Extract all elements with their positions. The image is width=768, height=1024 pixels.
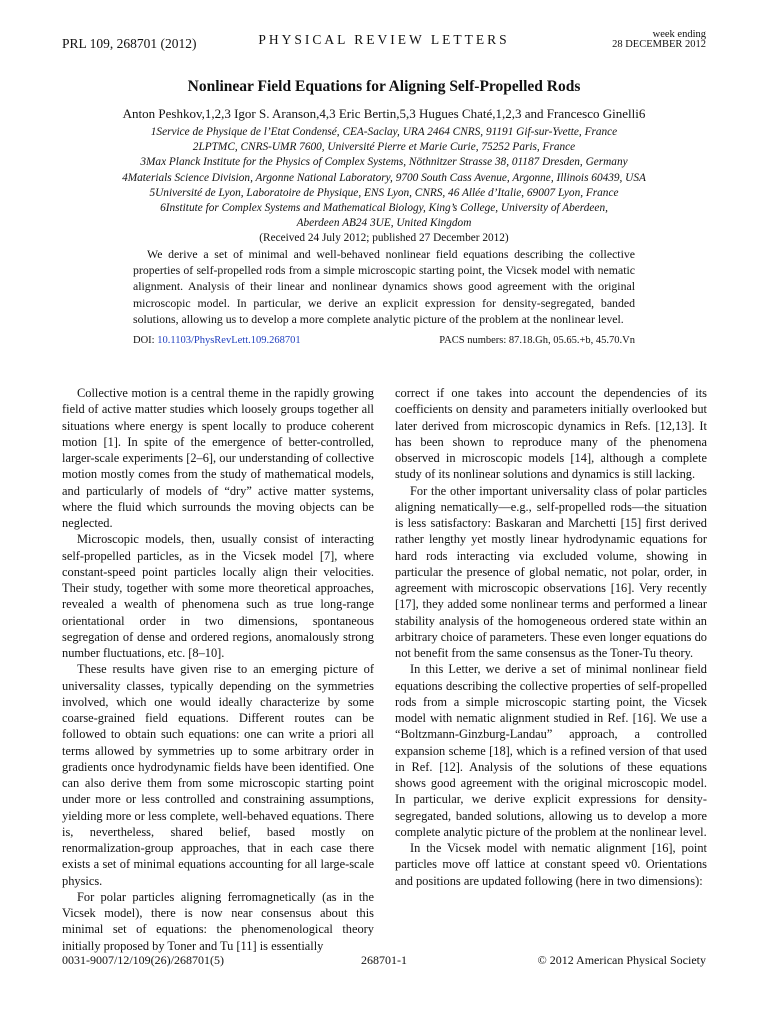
paragraph: Collective motion is a central theme in the rapidly growing field of active matter studies which loosely groups together all situations where energy is spent locally to produce coherent motion [1]. In spite of the emergence of better-controlled, larger-scale experiments [2–6], our understanding of collective motion mostly comes from the study of mathematical models, and particularly of models of “dry” active matter systems, where the fluid which surrounds the moving objects can be neglected. [62,386,374,530]
week-ending [612,30,706,50]
left-column [62,385,374,954]
pacs-numbers: PACS numbers: 87.18.Gh, 05.65.+b, 45.70.Vn [439,335,635,346]
affiliation-5: 5Université de Lyon, Laboratoire de Physique, ENS Lyon, CNRS, 46 Allée d’Italie, 69007 Lyon, France [149,186,619,199]
copyright: © 2012 American Physical Society [537,953,706,967]
journal-ref: PRL 109, 268701 (2012) [62,36,197,51]
paragraph: For the other important universality class of polar particles aligning nematically—e.g., self-propelled rods—the situation is less satisfactory: Baskaran and Marchetti [15] first derived rather lengthy yet mostly linear hydrodynamic equations for hard rods interacting via excluded volume, showing in particular the presence of global nematic, not polar, order, in agreement with microscopic observations [16]. Very recently [17], they added some nonlinear terms and performed a linear stability analysis of the homogeneous ordered state within an arbitrary choice of parameters. These even longer equations do not benefit from the same consensus as the Toner-Tu theory. [395,483,707,660]
paragraph: Microscopic models, then, usually consist of interacting self-propelled particles, as in the Vicsek model [7], where constant-speed point particles locally align their velocities. Their study, together with some more theoretical approaches, revealed a wealth of phenomena such as true long-range orientational order in two dimensions, spontaneous segregation of dense and ordered regions, anomalously strong number fluctuations, etc. [8–10]. [62,532,374,660]
week-ending-label: week ending [652,29,706,40]
affiliation-4: 4Materials Science Division, Argonne National Laboratory, 9700 South Cass Avenue, Argonne, Illinois 60439, USA [122,171,646,184]
doi-link[interactable]: 10.1103/PhysRevLett.109.268701 [157,335,301,346]
affiliation-6-cont: Aberdeen AB24 3UE, United Kingdom [296,217,472,230]
paragraph: correct if one takes into account the dependencies of its coefficients on density and parameters initially overlooked but later derived from microscopic dynamics in Refs. [12,13]. It has been shown to reproduce many of the phenomena observed in microscopic models [14], although a complete study of its nonlinear solutions and dynamics is still lacking. [395,386,707,482]
paragraph: These results have given rise to an emerging picture of universality classes, typically depending on the symmetries involved, which one would ideally characterize by some coarse-grained field equations. Different routes can be followed to obtain such equations: one can write a priori all terms allowed by symmetries up to some arbitrary order in gradients once hydrodynamic fields have been identified. One can also derive them from some microscopic starting point under more or less controlled and constraining assumptions, yielding more or less complete, well-behaved equations. There is, nevertheless, shared belief, based mostly on renormalization-group approaches, that in each case there exists a set of minimal equations accounting for all large-scale physics. [62,662,374,888]
paragraph: In this Letter, we derive a set of minimal nonlinear field equations describing the collective properties of self-propelled rods from a simple microscopic starting point, the Vicsek model with nematic alignment studied in Ref. [16]. We use a “Boltzmann-Ginzburg-Landau” approach, a controlled expansion scheme [18], which is a refined version of that used in Ref. [12]. Analysis of the solutions of these equations shows good agreement with the original microscopic model. In particular, we derive explicit expressions for density-segregated, banded solutions, allowing us to develop a more complete analytic picture of the problem at the nonlinear level. [395,662,707,839]
received-dates: (Received 24 July 2012; published 27 December 2012) [259,232,509,245]
affiliation-6: 6Institute for Complex Systems and Mathematical Biology, King’s College, University of Aberdeen, [160,202,608,215]
abstract: We derive a set of minimal and well-behaved nonlinear field equations describing the collective properties of self-propelled rods from a simple microscopic starting point, the Vicsek model with nematic alignment. Analysis of their linear and nonlinear dynamics shows good agreement with the original microscopic model. In particular, we derive an explicit expression for density-segregated, banded solutions, allowing us to develop a more complete analytic picture of the problem at the nonlinear level. [133,247,635,326]
doi-line [133,335,301,346]
right-column [395,385,707,889]
doi-label: DOI: [133,335,155,346]
affiliation-3: 3Max Planck Institute for the Physics of Complex Systems, Nöthnitzer Strasse 38, 01187 Dresden, Germany [140,156,628,169]
week-ending-date: 28 DECEMBER 2012 [612,39,706,50]
paper-title: Nonlinear Field Equations for Aligning Self-Propelled Rods [187,78,581,95]
paragraph: In the Vicsek model with nematic alignment [16], point particles move off lattice at constant speed v0. Orientations and positions are updated following (here in two dimensions): [395,841,707,888]
journal-name: PHYSICAL REVIEW LETTERS [258,32,510,47]
affiliation-2: 2LPTMC, CNRS-UMR 7600, Université Pierre et Marie Curie, 75252 Paris, France [192,141,576,154]
running-header [62,30,706,56]
paragraph: For polar particles aligning ferromagnetically (as in the Vicsek model), there is now near consensus about this minimal set of equations: the phenomenological theory initially proposed by Toner and Tu [11] is essentially [62,889,374,953]
issn: 0031-9007/12/109(26)/268701(5) [62,953,224,967]
author-list: Anton Peshkov,1,2,3 Igor S. Aranson,4,3 Eric Bertin,5,3 Hugues Chaté,1,2,3 and Francesco Ginelli6 [122,106,646,121]
page-number: 268701-1 [361,953,407,967]
affiliations [80,125,688,247]
affiliation-1: 1Service de Physique de l’Etat Condensé, CEA-Saclay, URA 2464 CNRS, 91191 Gif-sur-Yvette, France [150,126,618,138]
